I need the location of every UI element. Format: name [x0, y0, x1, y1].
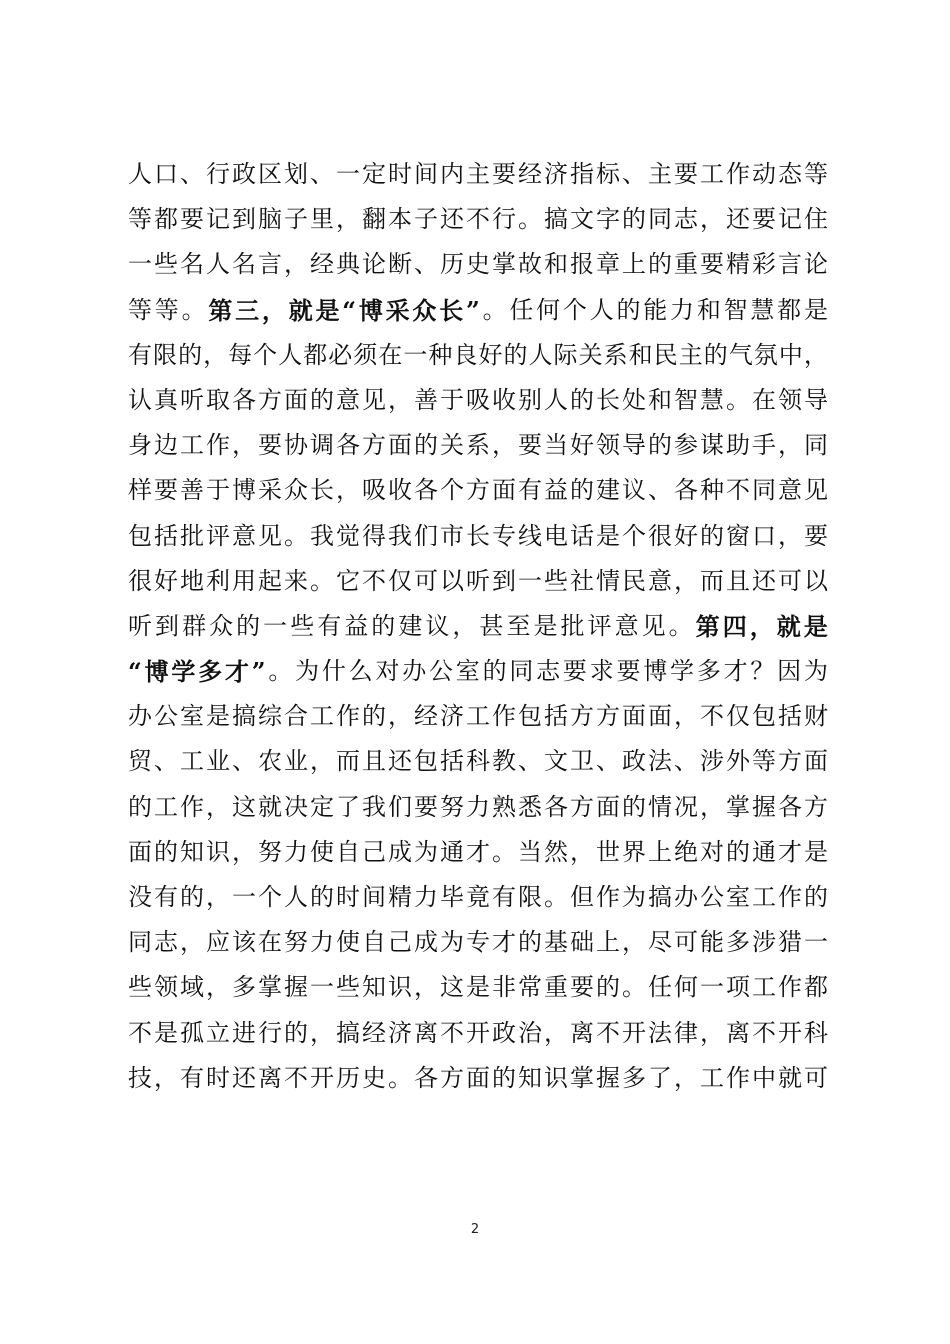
text-line: 有 限 的 ， 每 个 人 都 必 须 在 一 种 良 好 的 人 际 关 系 和 民 主 的 气 氛 中 ， — [128, 340, 828, 369]
text-line: 很 好 地 利 用 起 来 。 它 不 仅 可 以 听 到 一 些 社 情 民 意 ， 而 且 还 可 以 — [128, 566, 828, 595]
text-line: 些 领 域 ， 多 掌 握 一 些 知 识 ， 这 是 非 常 重 要 的 。 任 何 一 项 工 作 都 — [128, 973, 828, 1002]
text-line: “ 博 学 多 才 ” 。 为 什 么 对 办 公 室 的 同 志 要 求 要 博 学 多 才 ？ 因 为 — [128, 657, 828, 687]
page-number: 2 — [470, 1222, 480, 1237]
text-line: 同 志 ， 应 该 在 努 力 使 自 己 成 为 专 才 的 基 础 上 ， 尽 可 能 多 涉 猎 一 — [128, 928, 828, 957]
text-line: 等 都 要 记 到 脑 子 里 ， 翻 本 子 还 不 行 。 搞 文 字 的 同 志 ， 还 要 记 住 — [128, 205, 828, 234]
text-line: 面 的 知 识 ， 努 力 使 自 己 成 为 通 才 。 当 然 ， 世 界 上 绝 对 的 通 才 是 — [128, 837, 828, 866]
text-line: 包 括 批 评 意 见 。 我 觉 得 我 们 市 长 专 线 电 话 是 个 很 好 的 窗 口 ， 要 — [128, 521, 828, 550]
text-line: 一 些 名 人 名 言 ， 经 典 论 断 、 历 史 掌 故 和 报 章 上 的 重 要 精 彩 言 论 — [128, 250, 828, 279]
text-line: 技 ， 有 时 还 离 不 开 历 史 。 各 方 面 的 知 识 掌 握 多 了 ， 工 作 中 就 可 — [128, 1063, 828, 1092]
text-line: 不 是 孤 立 进 行 的 ， 搞 经 济 离 不 开 政 治 ， 离 不 开 法 律 ， 离 不 开 科 — [128, 1018, 828, 1047]
text-line: 听 到 群 众 的 一 些 有 益 的 建 议 ， 甚 至 是 批 评 意 见 。 第 四 ， 就 是 — [128, 611, 828, 641]
text-line: 没 有 的 ， 一 个 人 的 时 间 精 力 毕 竟 有 限 。 但 作 为 搞 办 公 室 工 作 的 — [128, 883, 828, 911]
text-line: 人 口 、 行 政 区 划 、 一 定 时 间 内 主 要 经 济 指 标 、 主 要 工 作 动 态 等 — [128, 160, 828, 188]
text-line: 样 要 善 于 博 采 众 长 ， 吸 收 各 个 方 面 有 益 的 建 议 、 各 种 不 同 意 见 — [128, 476, 828, 505]
body-text — [128, 152, 828, 1101]
text-line: 身 边 工 作 ， 要 协 调 各 方 面 的 关 系 ， 要 当 好 领 导 的 参 谋 助 手 ， 同 — [128, 431, 828, 460]
text-line: 认 真 听 取 各 方 面 的 意 见 ， 善 于 吸 收 别 人 的 长 处 和 智 慧 。 在 领 导 — [128, 385, 828, 414]
text-line: 贸 、 工 业 、 农 业 ， 而 且 还 包 括 科 教 、 文 卫 、 政 法 、 涉 外 等 方 面 — [128, 747, 828, 776]
text-line: 办 公 室 是 搞 综 合 工 作 的 ， 经 济 工 作 包 括 方 方 面 面 ， 不 仅 包 括 财 — [128, 702, 828, 731]
text-line: 等 等 。 第 三 ， 就 是 “ 博 采 众 长 ” 。 任 何 个 人 的 能 力 和 智 慧 都 是 — [128, 295, 828, 325]
text-line: 的 工 作 ， 这 就 决 定 了 我 们 要 努 力 熟 悉 各 方 面 的 情 况 ， 掌 握 各 方 — [128, 792, 828, 821]
